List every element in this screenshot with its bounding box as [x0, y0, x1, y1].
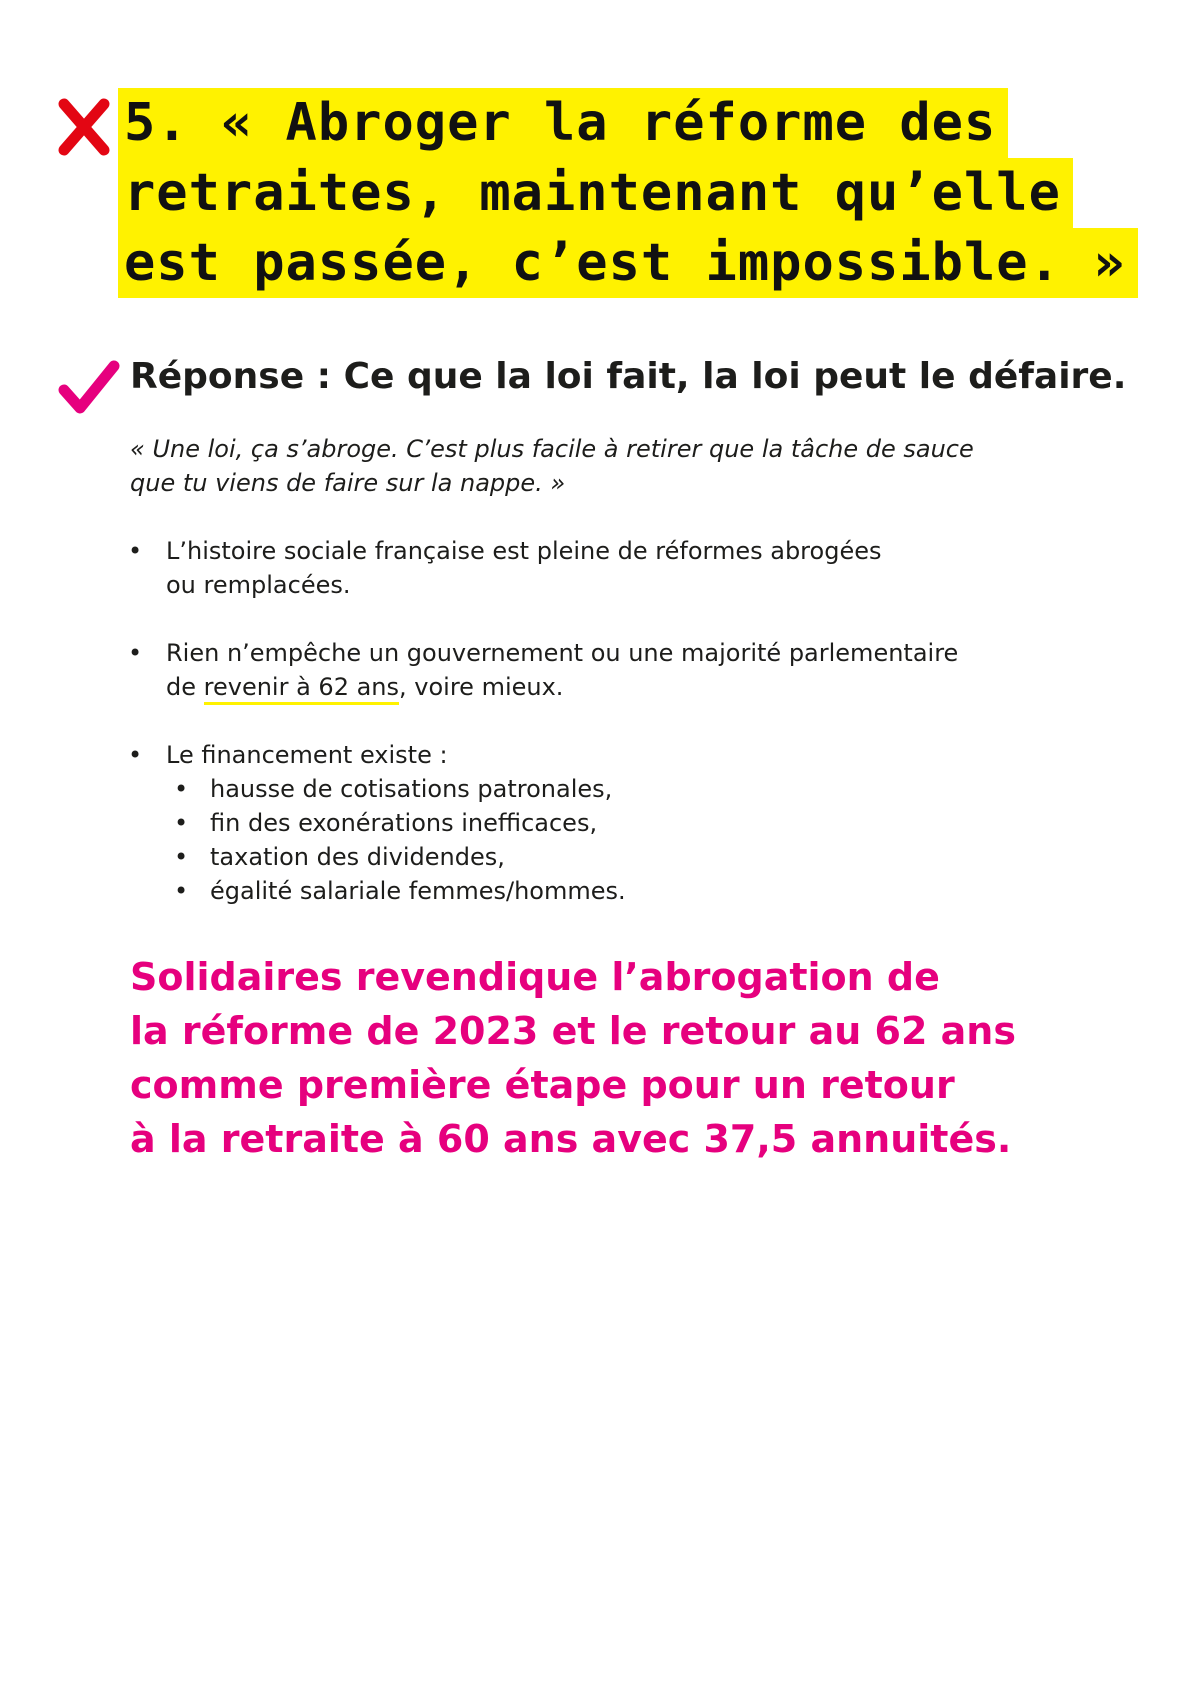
list-item: [124, 636, 1024, 704]
list-item: [124, 534, 1024, 602]
conclusion: [130, 950, 1090, 1166]
bullet-marker: •: [174, 775, 189, 803]
bullet-text: Rien n’empêche un gouvernement ou une majorité parlementaire: [166, 639, 959, 667]
quote-line: « Une loi, ça s’abroge. C’est plus facile à retirer que la tâche de sauce: [130, 435, 974, 463]
sub-list-item: [166, 772, 1024, 806]
headline: [118, 88, 1126, 298]
bullet-marker: •: [174, 843, 189, 871]
cross-icon: [58, 98, 110, 156]
sub-bullet-text: fin des exonérations inefficaces,: [210, 809, 598, 837]
bullet-marker: •: [128, 537, 143, 565]
bullet-text: L’histoire sociale française est pleine de réformes abrogées: [166, 537, 882, 565]
sub-bullet-list: [166, 772, 1024, 908]
quote-line: que tu viens de faire sur la nappe. »: [130, 469, 566, 497]
bullet-text-suffix: , voire mieux.: [399, 673, 564, 701]
quote: [130, 432, 1030, 500]
sub-list-item: [166, 806, 1024, 840]
sub-list-item: [166, 840, 1024, 874]
bullet-text-prefix: de: [166, 673, 204, 701]
bullet-marker: •: [174, 809, 189, 837]
check-icon: [58, 358, 120, 416]
sub-bullet-text: hausse de cotisations patronales,: [210, 775, 613, 803]
sub-bullet-text: taxation des dividendes,: [210, 843, 505, 871]
headline-line: est passée, c’est impossible. »: [118, 228, 1138, 298]
conclusion-line: à la retraite à 60 ans avec 37,5 annuités.: [130, 1117, 1012, 1161]
bullet-marker: •: [128, 741, 143, 769]
bullet-marker: •: [128, 639, 143, 667]
response-heading: Réponse : Ce que la loi fait, la loi peut le défaire.: [130, 356, 1127, 397]
headline-line: 5. « Abroger la réforme des: [118, 88, 1008, 158]
bullet-marker: •: [174, 877, 189, 905]
highlighted-phrase: revenir à 62 ans: [204, 673, 399, 705]
sub-list-item: [166, 874, 1024, 908]
headline-line: retraites, maintenant qu’elle: [118, 158, 1073, 228]
bullet-list: [124, 534, 1024, 942]
conclusion-line: comme première étape pour un retour: [130, 1063, 955, 1107]
bullet-text: [166, 670, 1024, 704]
bullet-text: Le financement existe :: [166, 741, 448, 769]
conclusion-line: la réforme de 2023 et le retour au 62 ans: [130, 1009, 1016, 1053]
list-item: [124, 738, 1024, 908]
conclusion-line: Solidaires revendique l’abrogation de: [130, 955, 940, 999]
bullet-text: ou remplacées.: [166, 571, 351, 599]
sub-bullet-text: égalité salariale femmes/hommes.: [210, 877, 626, 905]
